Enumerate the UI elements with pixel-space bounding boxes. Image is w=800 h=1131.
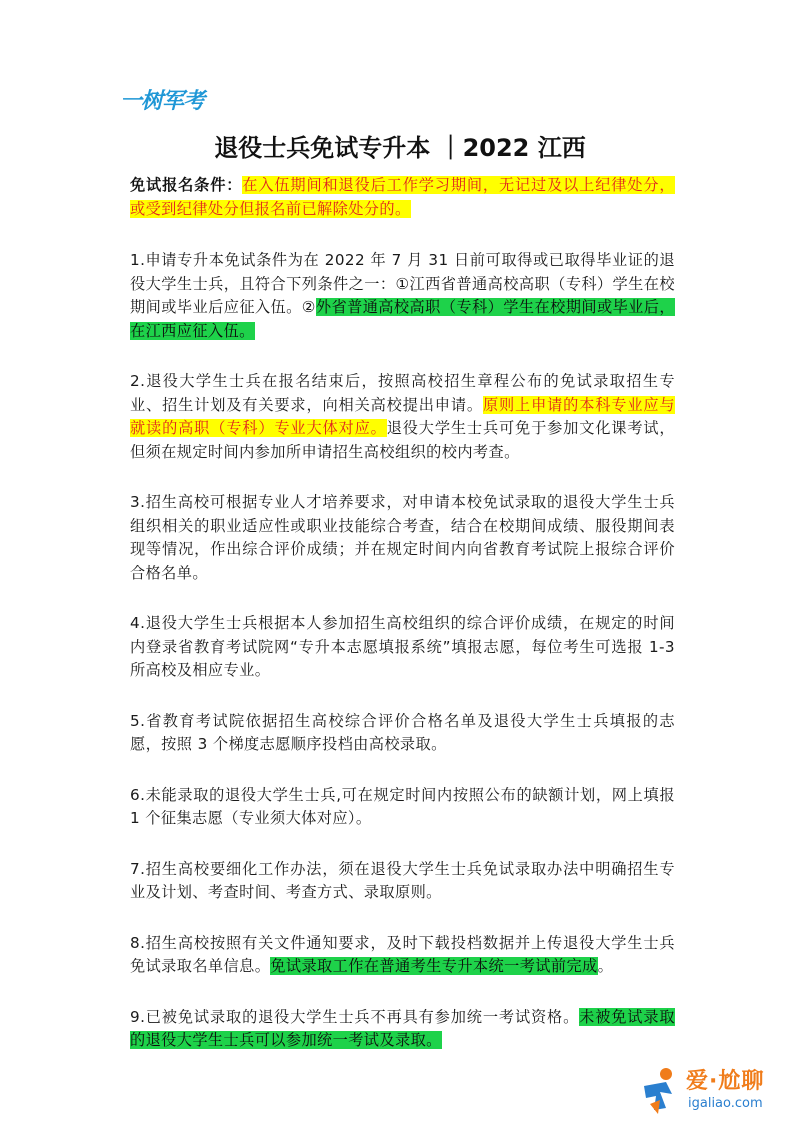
intro-highlight: 在入伍期间和退役后工作学习期间，无记过及以上纪律处分，或受到纪律处分但报名前已解除处分的。 [130, 176, 675, 218]
paragraph-text-tail: 退役大学生士兵可免于参加文化课考试，但须在规定时间内参加所申请招生高校组织的校内考查。 [130, 419, 675, 461]
paragraph-text: 5.省教育考试院依据招生高校综合评价合格名单及退役大学生士兵填报的志愿，按照 3 个梯度志愿顺序投档由高校录取。 [130, 711, 675, 753]
paragraph-highlight-yellow: 原则上申请的本科专业应与就读的高职（专科）专业大体对应。 [130, 395, 675, 437]
brand-logo: 一树军考 [120, 89, 205, 114]
paragraph-text: 7.招生高校要细化工作办法，须在退役大学生士兵免试录取办法中明确招生专业及计划、考查时间、考查方式、录取原则。 [130, 859, 675, 901]
watermark-title: 爱·尬聊 [686, 1069, 765, 1094]
paragraph-text: 3.招生高校可根据专业人才培养要求，对申请本校免试录取的退役大学生士兵组织相关的职业适应性或职业技能综合考查，结合在校期间成绩、服役期间表现等情况，作出综合评价成绩；并在规定时间内向省教育考试院上报综合评价合格名单。 [130, 493, 675, 582]
paragraph-5 [130, 710, 675, 757]
paragraph-6 [130, 784, 675, 831]
watermark-url: igaliao.com [688, 1096, 763, 1111]
document-body [130, 174, 675, 1080]
paragraph-text: 6.未能录取的退役大学生士兵,可在规定时间内按照公布的缺额计划，网上填报 1 个征集志愿（专业须大体对应）。 [130, 785, 675, 827]
paragraph-highlight-green: 未被免试录取的退役大学生士兵可以参加统一考试及录取。 [130, 1007, 676, 1049]
paragraph-highlight-green: 外省普通高校高职（专科）学生在校期间或毕业后，在江西应征入伍。 [130, 298, 676, 340]
paragraph-1 [130, 249, 675, 343]
paragraph-text: 1.申请专升本免试条件为在 2022 年 7 月 31 日前可取得或已取得毕业证的退役大学生士兵，且符合下列条件之一：①江西省普通高校高职（专科）学生在校期间或毕业后应征入伍。② [130, 251, 675, 316]
intro-paragraph [130, 174, 675, 221]
paragraph-9 [130, 1006, 675, 1053]
paragraph-3 [130, 491, 675, 585]
paragraph-text: 4.退役大学生士兵根据本人参加招生高校组织的综合评价成绩，在规定的时间内登录省教育考试院网“专升本志愿填报系统”填报志愿，每位考生可选报 1-3 所高校及相应专业。 [130, 614, 675, 679]
paragraph-text: 8.招生高校按照有关文件通知要求，及时下载投档数据并上传退役大学生士兵免试录取名单信息。 [130, 933, 675, 975]
intro-label: 免试报名条件： [130, 176, 243, 194]
runner-logo-icon [636, 1064, 682, 1116]
paragraph-text: 9.已被免试录取的退役大学生士兵不再具有参加统一考试资格。 [130, 1007, 580, 1026]
paragraph-4 [130, 612, 675, 683]
watermark [636, 1060, 796, 1124]
paragraph-text: 2.退役大学生士兵在报名结束后，按照高校招生章程公布的免试录取招生专业、招生计划及有关要求，向相关高校提出申请。 [130, 372, 675, 414]
paragraph-highlight-green: 免试录取工作在普通考生专升本统一考试前完成 [270, 957, 598, 975]
paragraph-7 [130, 858, 675, 905]
page-title: 退役士兵免试专升本 ｜2022 江西 [214, 134, 586, 162]
paragraph-2 [130, 370, 675, 464]
paragraph-text-tail: 。 [597, 957, 614, 975]
paragraph-8 [130, 932, 675, 979]
